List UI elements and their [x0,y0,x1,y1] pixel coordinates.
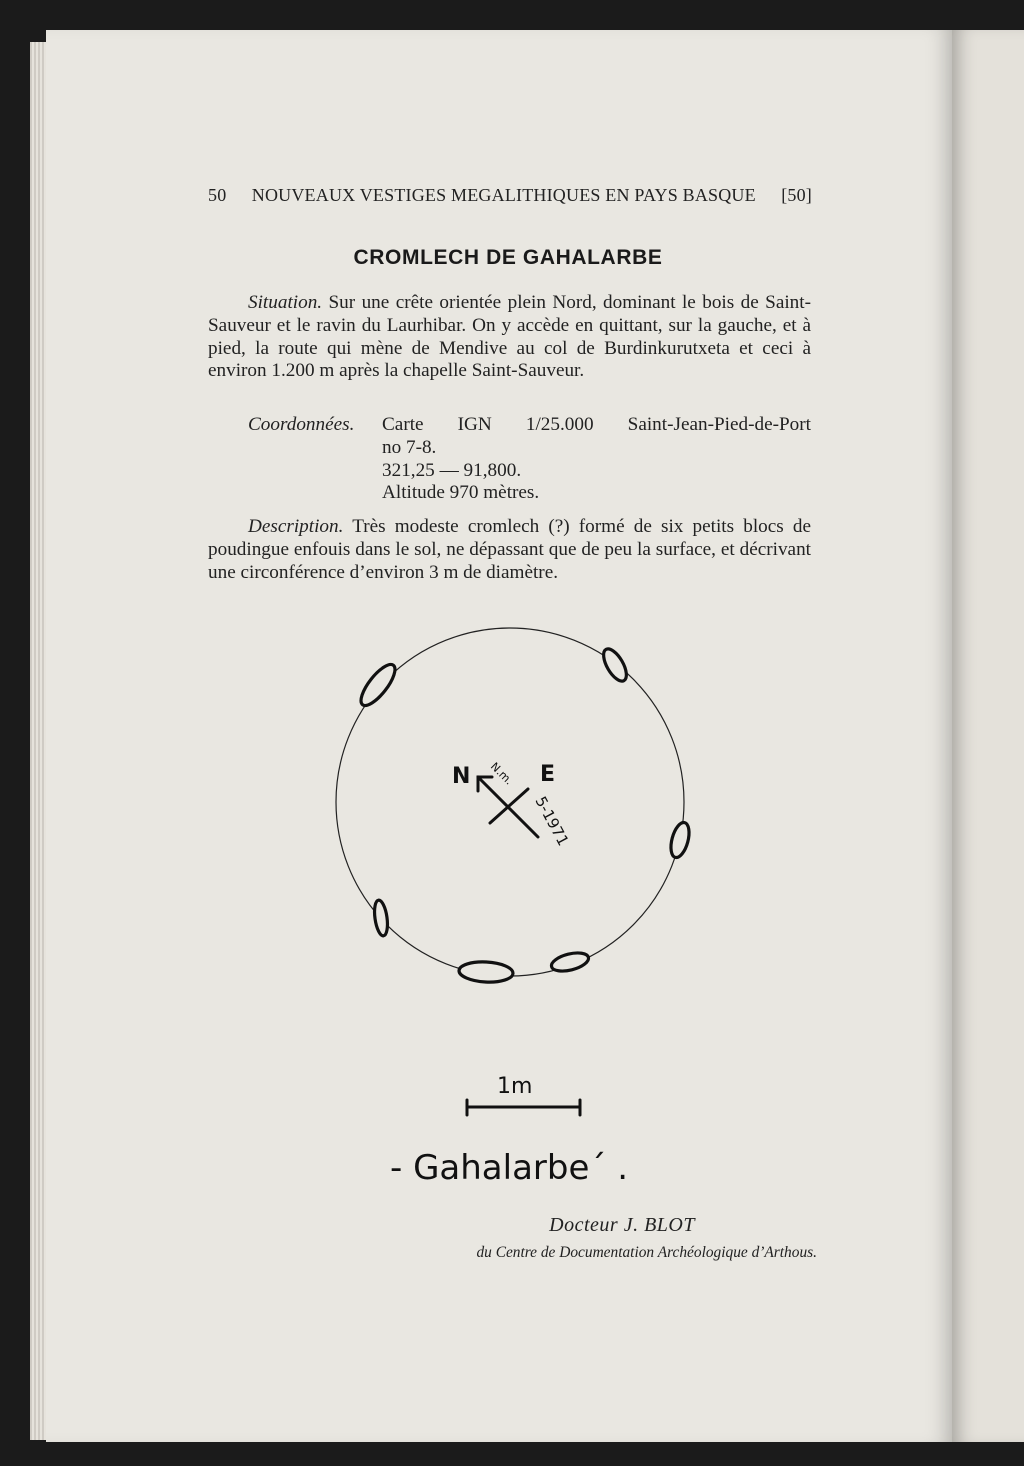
running-header [208,185,812,206]
coordinates-ign: IGN [457,414,492,435]
coordinates-place: Saint-Jean-Pied-de-Port [627,414,811,435]
compass-cross [478,777,538,837]
survey-date-label: 5-1971 [531,793,573,849]
north-label: N [452,764,471,789]
stone-northeast [599,645,631,684]
author-name: Docteur J. BLOT [549,1214,695,1236]
coordinates-scale: 1/25.000 [525,414,594,435]
coordinates-block [208,414,811,505]
stone-east [668,821,693,860]
coordinates-carte: Carte [382,414,424,435]
running-title: NOUVEAUX VESTIGES MEGALITHIQUES EN PAYS BASQUE [251,185,756,205]
handwritten-caption: - Gahalarbe´ . [390,1148,629,1188]
stone-southeast [550,950,591,975]
coordinates-values: 321,25 — 91,800. [382,459,522,481]
stone-south [459,961,514,984]
bracket-page-number: [50] [781,185,812,205]
page-number: 50 [208,185,227,205]
coordinates-altitude: Altitude 970 mètres. [382,482,540,504]
situation-paragraph [208,292,811,383]
scale-bar [455,1065,595,1125]
east-label: E [540,762,556,787]
stone-southwest [373,899,390,936]
coordinates-sheet: no 7-8. [382,436,437,458]
description-text: Très modeste cromlech (?) formé de six petits blocs de poudingue enfouis dans le sol, ne dépassant que de peu la surface, et décrivant une circonférence d’environ 3 m de diamètre. [208,516,811,583]
situation-label: Situation. [248,292,323,313]
facing-page-edge [952,30,1024,1442]
description-paragraph [208,516,811,584]
magnetic-north-label: N.m. [487,759,516,788]
author-affiliation: du Centre de Documentation Archéologique d’Arthous. [476,1244,817,1261]
stone-northwest [356,660,401,710]
description-label: Description. [248,516,344,537]
situation-text: Sur une crête orientée plein Nord, dominant le bois de Saint-Sauveur et le ravin du Laurhibar. On y accède en quittant, sur la gauche, et à pied, la route qui mène de Mendive au col de Burdinkurutxeta et ceci à environ 1.200 m après la chapelle Saint-Sauveur. [208,292,811,382]
cromlech-diagram [210,615,810,1085]
scale-label: 1m [497,1074,533,1099]
page-title: CROMLECH DE GAHALARBE [353,246,663,269]
coordinates-label: Coordonnées. [248,414,355,435]
